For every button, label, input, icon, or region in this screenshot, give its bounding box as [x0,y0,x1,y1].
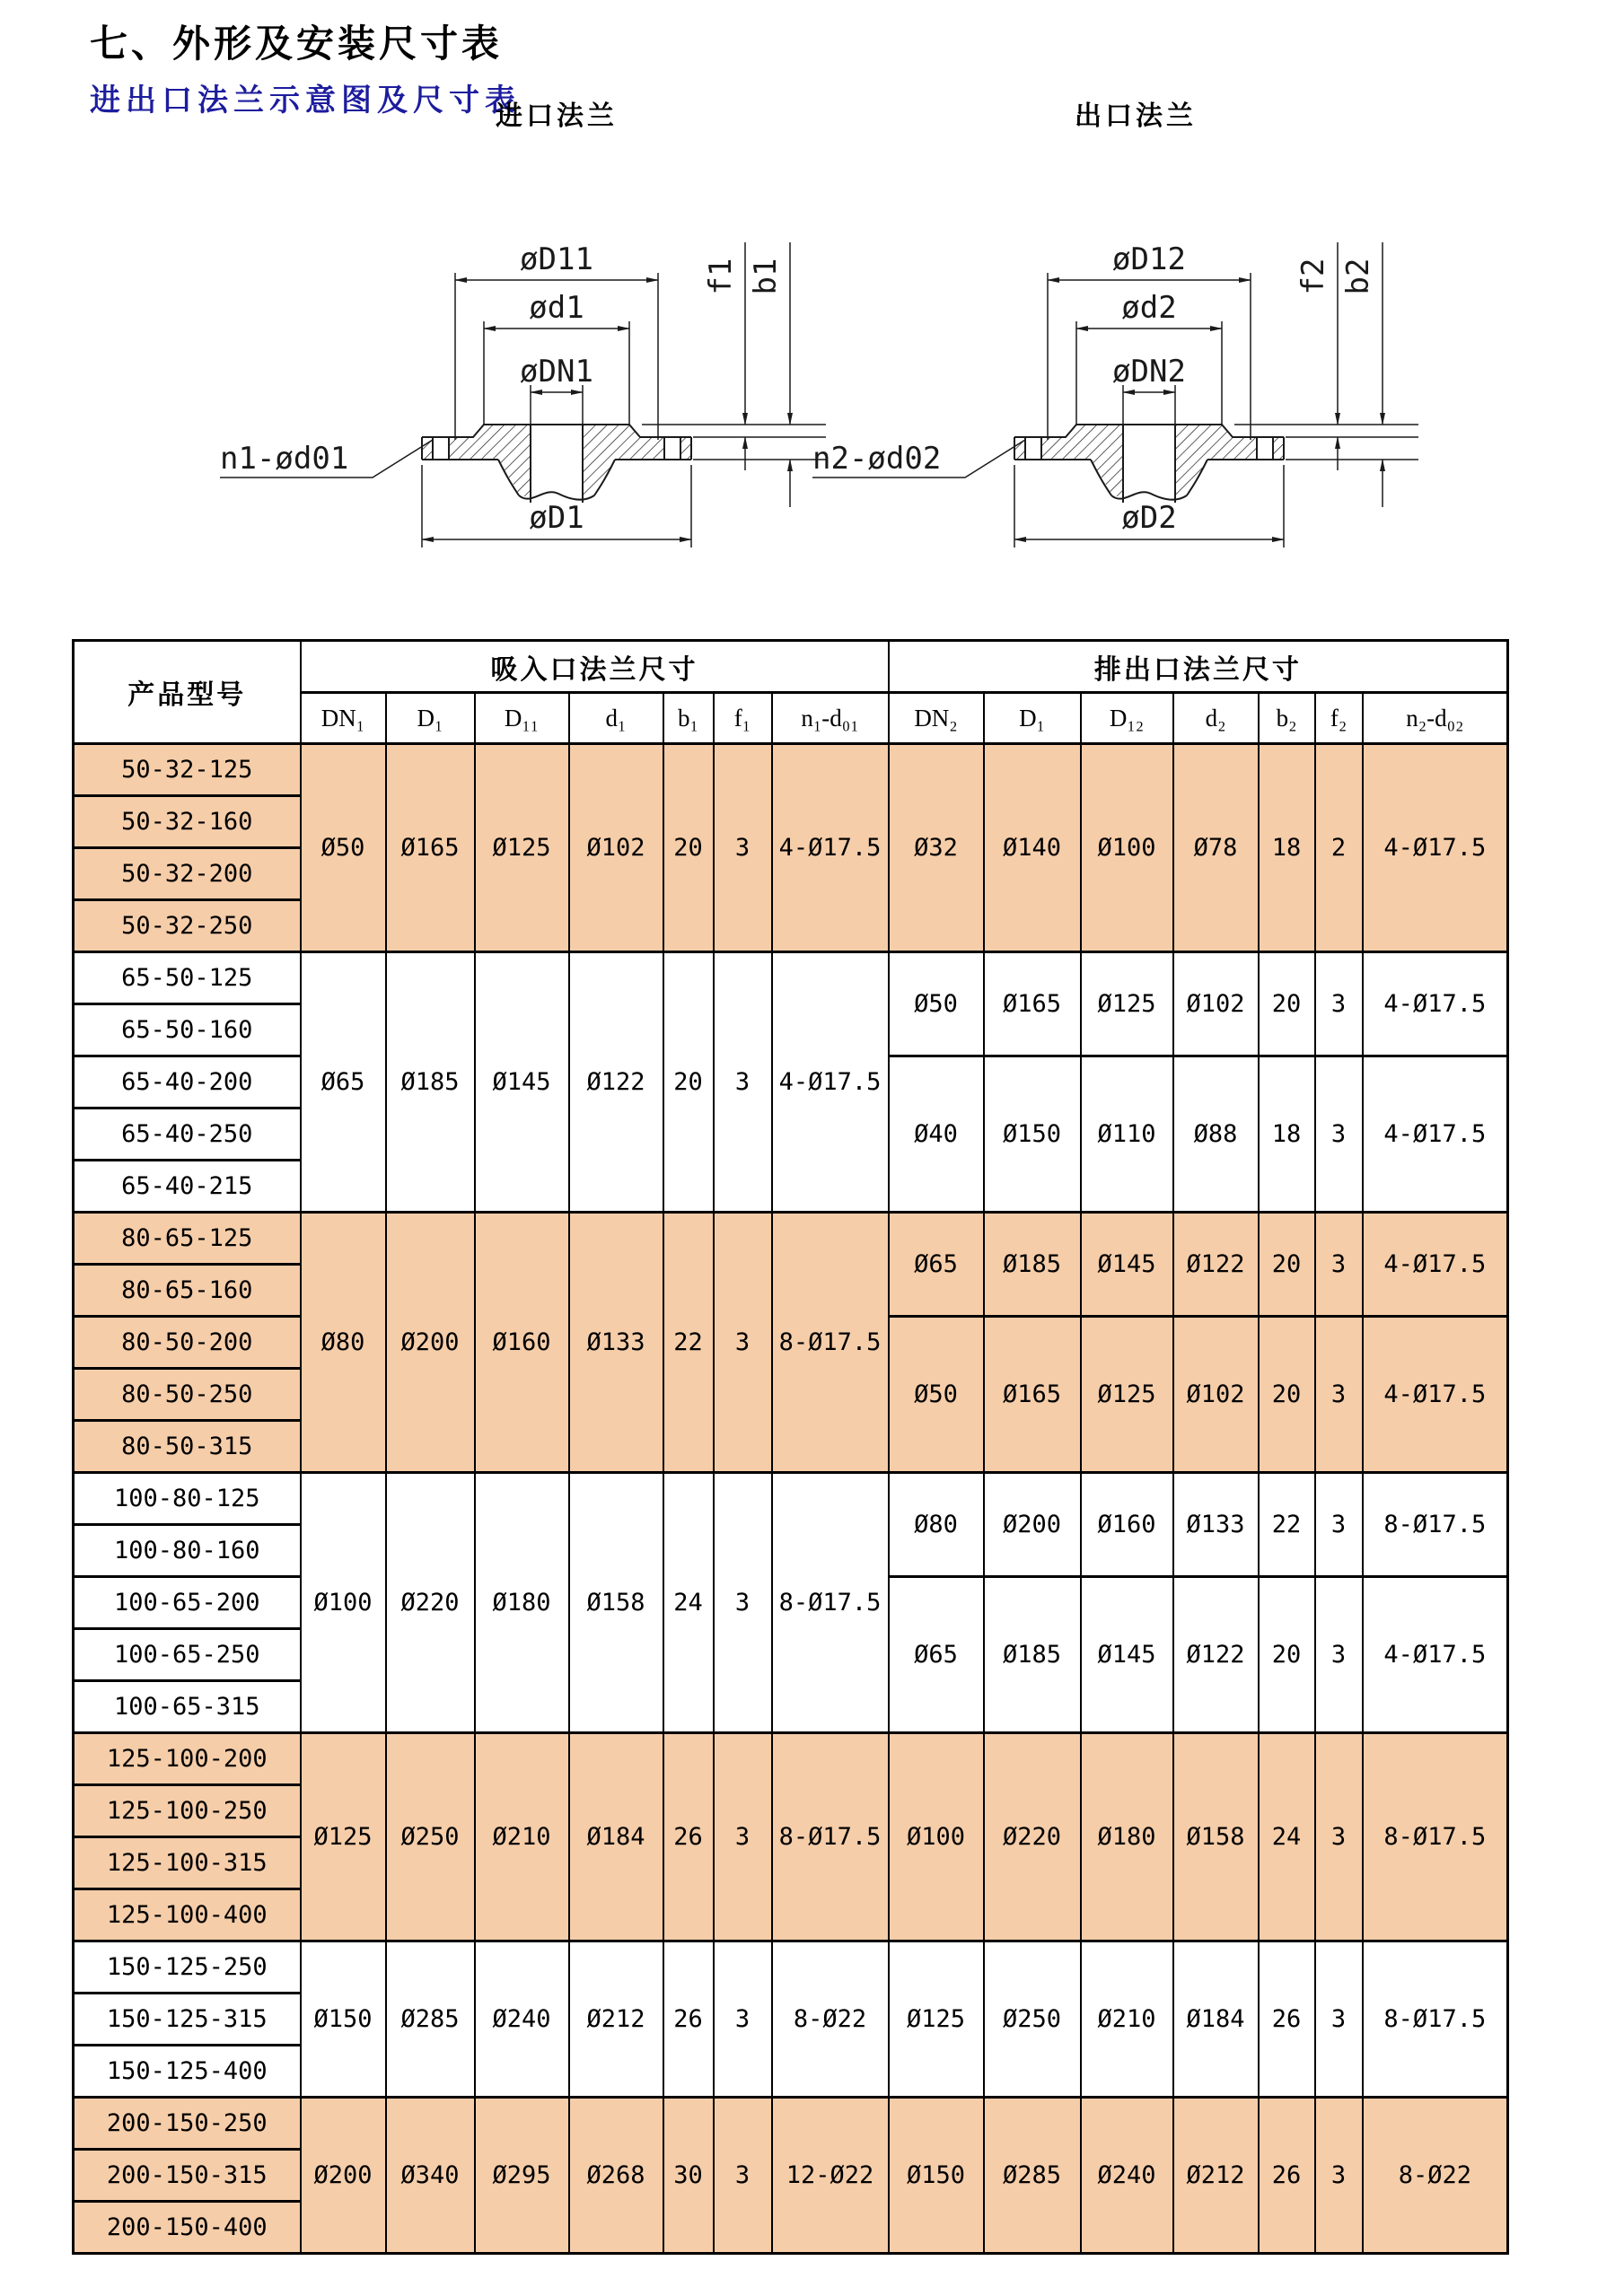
table-row [74,2098,1508,2150]
suction-value-cell: Ø125 [475,744,569,952]
col-header-n2-d02: n₂-d₀₂ [1363,693,1508,744]
suction-value-cell: Ø210 [475,1733,569,1941]
suction-value-cell: Ø133 [569,1213,663,1473]
suction-value-cell: Ø160 [475,1213,569,1473]
discharge-value-cell: Ø200 [984,1473,1081,1577]
col-header-suction-group: 吸入口法兰尺寸 [301,641,889,693]
discharge-value-cell: Ø150 [984,1056,1081,1213]
suction-value-cell: 26 [663,1733,714,1941]
suction-value-cell: 22 [663,1213,714,1473]
dim-label-bolt-holes: n2-ød02 [812,441,942,477]
model-cell: 200-150-400 [74,2202,301,2254]
discharge-value-cell: Ø32 [889,744,984,952]
suction-value-cell: 8-Ø22 [772,1941,889,2098]
suction-value-cell: Ø150 [301,1941,386,2098]
model-cell: 65-40-200 [74,1056,301,1109]
discharge-value-cell: Ø160 [1081,1473,1173,1577]
discharge-value-cell: Ø210 [1081,1941,1173,2098]
suction-value-cell: Ø285 [386,1941,475,2098]
dim-label-thickness: b2 [1340,258,1376,295]
discharge-value-cell: Ø150 [889,2098,984,2254]
discharge-value-cell: 3 [1315,952,1363,1056]
suction-value-cell: 3 [714,952,772,1213]
suction-value-cell: 12-Ø22 [772,2098,889,2254]
suction-value-cell: Ø185 [386,952,475,1213]
model-cell: 65-50-125 [74,952,301,1004]
discharge-value-cell: 4-Ø17.5 [1363,1577,1508,1733]
suction-value-cell: 8-Ø17.5 [772,1213,889,1473]
col-header-n1-d01: n₁-d₀₁ [772,693,889,744]
discharge-value-cell: Ø110 [1081,1056,1173,1213]
discharge-value-cell: 8-Ø17.5 [1363,1733,1508,1941]
table-row [74,952,1508,1004]
inlet-diagram-title: 进口法兰 [496,101,618,131]
model-cell: 80-50-250 [74,1369,301,1421]
discharge-value-cell: Ø100 [889,1733,984,1941]
model-cell: 50-32-160 [74,796,301,848]
suction-value-cell: 3 [714,2098,772,2254]
col-header-discharge-group: 排出口法兰尺寸 [889,641,1508,693]
col-header-b1: b₁ [663,693,714,744]
suction-value-cell: Ø268 [569,2098,663,2254]
suction-value-cell: Ø165 [386,744,475,952]
model-cell: 150-125-400 [74,2046,301,2098]
discharge-value-cell: 18 [1259,1056,1315,1213]
discharge-value-cell: Ø212 [1173,2098,1259,2254]
discharge-value-cell: Ø185 [984,1577,1081,1733]
discharge-value-cell: Ø50 [889,1317,984,1473]
discharge-value-cell: Ø125 [1081,952,1173,1056]
discharge-value-cell: Ø133 [1173,1473,1259,1577]
discharge-value-cell: 3 [1315,2098,1363,2254]
suction-value-cell: Ø102 [569,744,663,952]
discharge-value-cell: Ø145 [1081,1213,1173,1317]
discharge-value-cell: Ø80 [889,1473,984,1577]
discharge-value-cell: 4-Ø17.5 [1363,1213,1508,1317]
outlet-flange-diagram [790,126,1472,556]
discharge-value-cell: Ø220 [984,1733,1081,1941]
suction-value-cell: 3 [714,1473,772,1733]
discharge-value-cell: Ø122 [1173,1577,1259,1733]
suction-value-cell: Ø184 [569,1733,663,1941]
suction-value-cell: 20 [663,952,714,1213]
suction-value-cell: Ø295 [475,2098,569,2254]
suction-value-cell: 3 [714,1213,772,1473]
discharge-value-cell: 26 [1259,2098,1315,2254]
col-header-f2: f₂ [1315,693,1363,744]
model-cell: 125-100-315 [74,1837,301,1889]
model-cell: 125-100-200 [74,1733,301,1785]
discharge-value-cell: 3 [1315,1056,1363,1213]
model-cell: 80-65-125 [74,1213,301,1265]
suction-value-cell: 24 [663,1473,714,1733]
suction-value-cell: Ø212 [569,1941,663,2098]
discharge-value-cell: Ø88 [1173,1056,1259,1213]
col-header-d1: D₁ [386,693,475,744]
discharge-value-cell: 24 [1259,1733,1315,1941]
suction-value-cell: 4-Ø17.5 [772,952,889,1213]
dim-label-outer-dia: øD2 [1121,500,1177,536]
model-cell: 65-40-250 [74,1109,301,1161]
suction-value-cell: Ø158 [569,1473,663,1733]
suction-value-cell: Ø220 [386,1473,475,1733]
suction-value-cell: Ø65 [301,952,386,1213]
discharge-value-cell: 3 [1315,1733,1363,1941]
discharge-value-cell: 8-Ø17.5 [1363,1473,1508,1577]
suction-value-cell: 3 [714,744,772,952]
suction-value-cell: Ø145 [475,952,569,1213]
discharge-value-cell: Ø158 [1173,1733,1259,1941]
col-header-b2: b₂ [1259,693,1315,744]
suction-value-cell: Ø80 [301,1213,386,1473]
discharge-value-cell: 20 [1259,1577,1315,1733]
discharge-value-cell: 3 [1315,1473,1363,1577]
discharge-value-cell: Ø102 [1173,952,1259,1056]
col-header-d2: D₁ [984,693,1081,744]
discharge-value-cell: Ø122 [1173,1213,1259,1317]
page-title: 七、外形及安装尺寸表 [90,22,504,65]
discharge-value-cell: Ø140 [984,744,1081,952]
discharge-value-cell: 2 [1315,744,1363,952]
model-cell: 65-40-215 [74,1161,301,1213]
suction-value-cell: Ø200 [301,2098,386,2254]
model-cell: 100-65-200 [74,1577,301,1629]
suction-value-cell: Ø125 [301,1733,386,1941]
discharge-value-cell: Ø250 [984,1941,1081,2098]
discharge-value-cell: Ø145 [1081,1577,1173,1733]
dim-label-face-height: f2 [1295,258,1331,295]
model-cell: 80-50-315 [74,1421,301,1473]
discharge-value-cell: Ø125 [889,1941,984,2098]
discharge-value-cell: 4-Ø17.5 [1363,744,1508,952]
model-cell: 150-125-250 [74,1941,301,1994]
col-header-small-d2: d₂ [1173,693,1259,744]
model-cell: 150-125-315 [74,1994,301,2046]
discharge-value-cell: 20 [1259,1213,1315,1317]
discharge-value-cell: Ø165 [984,952,1081,1056]
dim-label-raised-face: ød1 [529,290,584,326]
table-row [74,1473,1508,1525]
dim-label-bore: øDN2 [1112,354,1186,390]
model-cell: 65-50-160 [74,1004,301,1056]
col-header-d12: D₁₂ [1081,693,1173,744]
col-header-dn2: DN₂ [889,693,984,744]
suction-value-cell: 3 [714,1941,772,2098]
discharge-value-cell: 8-Ø17.5 [1363,1941,1508,2098]
model-cell: 80-65-160 [74,1265,301,1317]
suction-value-cell: Ø50 [301,744,386,952]
page-subtitle: 进出口法兰示意图及尺寸表 [90,83,521,118]
discharge-value-cell: 20 [1259,1317,1315,1473]
col-header-product-model: 产品型号 [74,641,301,744]
discharge-value-cell: Ø100 [1081,744,1173,952]
discharge-value-cell: Ø285 [984,2098,1081,2254]
dim-label-bolt-circle: øD11 [520,241,593,277]
discharge-value-cell: Ø184 [1173,1941,1259,2098]
discharge-value-cell: Ø240 [1081,2098,1173,2254]
suction-value-cell: 3 [714,1733,772,1941]
table-row [74,1213,1508,1265]
model-cell: 100-65-315 [74,1681,301,1733]
suction-value-cell: Ø340 [386,2098,475,2254]
discharge-value-cell: 3 [1315,1941,1363,2098]
discharge-value-cell: Ø40 [889,1056,984,1213]
model-cell: 50-32-125 [74,744,301,796]
dim-label-thickness: b1 [748,258,784,295]
suction-value-cell: 8-Ø17.5 [772,1473,889,1733]
suction-value-cell: 26 [663,1941,714,2098]
discharge-value-cell: Ø102 [1173,1317,1259,1473]
dim-label-bore: øDN1 [520,354,593,390]
model-cell: 200-150-315 [74,2150,301,2202]
discharge-value-cell: Ø125 [1081,1317,1173,1473]
suction-value-cell: Ø240 [475,1941,569,2098]
discharge-value-cell: Ø185 [984,1213,1081,1317]
discharge-value-cell: Ø78 [1173,744,1259,952]
model-cell: 50-32-200 [74,848,301,900]
col-header-d11: D₁₁ [475,693,569,744]
dim-label-raised-face: ød2 [1121,290,1177,326]
suction-value-cell: Ø200 [386,1213,475,1473]
col-header-dn1: DN₁ [301,693,386,744]
model-cell: 200-150-250 [74,2098,301,2150]
suction-value-cell: 4-Ø17.5 [772,744,889,952]
discharge-value-cell: 22 [1259,1473,1315,1577]
outlet-diagram-title: 出口法兰 [1075,101,1197,131]
discharge-value-cell: 18 [1259,744,1315,952]
table-row [74,744,1508,796]
dim-label-bolt-circle: øD12 [1112,241,1186,277]
dim-label-bolt-holes: n1-ød01 [220,441,349,477]
model-cell: 100-80-125 [74,1473,301,1525]
discharge-value-cell: 20 [1259,952,1315,1056]
discharge-value-cell: Ø65 [889,1213,984,1317]
inlet-flange-diagram [198,126,880,556]
table-body [74,744,1508,2254]
discharge-value-cell: 4-Ø17.5 [1363,1317,1508,1473]
discharge-value-cell: Ø165 [984,1317,1081,1473]
discharge-value-cell: 26 [1259,1941,1315,2098]
discharge-value-cell: 3 [1315,1317,1363,1473]
col-header-small-d1: d₁ [569,693,663,744]
dim-label-outer-dia: øD1 [529,500,584,536]
suction-value-cell: Ø250 [386,1733,475,1941]
suction-value-cell: Ø180 [475,1473,569,1733]
model-cell: 80-50-200 [74,1317,301,1369]
dim-label-face-height: f1 [703,258,739,295]
discharge-value-cell: 3 [1315,1213,1363,1317]
discharge-value-cell: Ø180 [1081,1733,1173,1941]
discharge-value-cell: Ø65 [889,1577,984,1733]
flange-dimensions-table [72,639,1509,2255]
suction-value-cell: Ø122 [569,952,663,1213]
suction-value-cell: Ø100 [301,1473,386,1733]
discharge-value-cell: 4-Ø17.5 [1363,952,1508,1056]
model-cell: 100-65-250 [74,1629,301,1681]
table-row [74,1733,1508,1785]
suction-value-cell: 20 [663,744,714,952]
suction-value-cell: 30 [663,2098,714,2254]
discharge-value-cell: 4-Ø17.5 [1363,1056,1508,1213]
table-row [74,1941,1508,1994]
model-cell: 125-100-250 [74,1785,301,1837]
discharge-value-cell: 3 [1315,1577,1363,1733]
model-cell: 125-100-400 [74,1889,301,1941]
model-cell: 50-32-250 [74,900,301,952]
model-cell: 100-80-160 [74,1525,301,1577]
col-header-f1: f₁ [714,693,772,744]
suction-value-cell: 8-Ø17.5 [772,1733,889,1941]
discharge-value-cell: 8-Ø22 [1363,2098,1508,2254]
discharge-value-cell: Ø50 [889,952,984,1056]
